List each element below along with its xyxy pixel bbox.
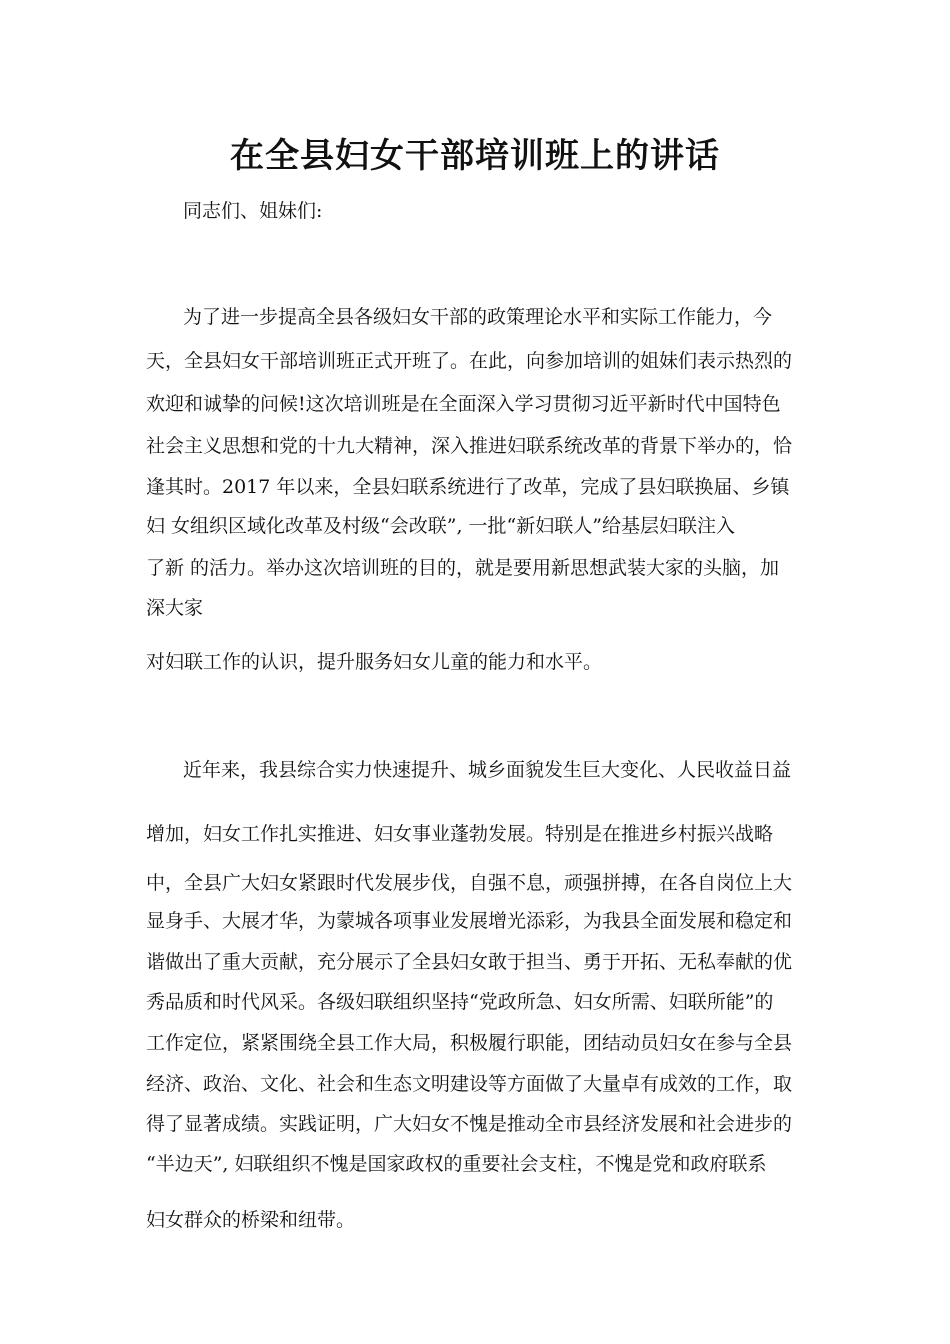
paragraph-1-line-4: 社会主义思想和党的十九大精神，深入推进妇联系统改革的背景下举办的，恰 [146, 435, 793, 457]
paragraph-2-line-8: 经济、政治、文化、社会和生态文明建设等方面做了大量卓有成效的工作，取 [146, 1073, 793, 1095]
paragraph-1-line-1: 为了进一步提高全县各级妇女干部的政策理论水平和实际工作能力，今 [183, 306, 773, 328]
paragraph-1-line-5: 逢其时。2017 年以来，全县妇联系统进行了改革，完成了县妇联换届、乡镇 [146, 476, 790, 498]
paragraph-1-line-8: 深大家 [146, 597, 204, 619]
paragraph-2-line-6: 秀品质和时代风采。各级妇联组织坚持“党政所急、妇女所需、妇联所能”的 [146, 991, 774, 1013]
paragraph-1-line-3: 欢迎和诚挚的问候!这次培训班是在全面深入学习贯彻习近平新时代中国特色 [146, 393, 781, 415]
paragraph-1-line-2: 天，全县妇女干部培训班正式开班了。在此，向参加培训的姐妹们表示热烈的 [146, 350, 793, 372]
paragraph-2-line-7: 工作定位，紧紧围绕全县工作大局，积极履行职能，团结动员妇女在参与全县 [146, 1032, 793, 1054]
paragraph-2-line-4: 显身手、大展才华，为蒙城各项事业发展增光添彩，为我县全面发展和稳定和 [146, 910, 793, 932]
paragraph-2-line-3: 中，全县广大妇女紧跟时代发展步伐，自强不息，顽强拼搏，在各自岗位上大 [146, 872, 793, 894]
document-title: 在全县妇女干部培训班上的讲话 [230, 136, 720, 176]
paragraph-2-line-2: 增加，妇女工作扎实推进、妇女事业蓬勃发展。特别是在推进乡村振兴战略 [146, 823, 774, 845]
salutation: 同志们、姐妹们: [183, 200, 323, 222]
paragraph-2-line-10: “半边天”, 妇联组织不愧是国家政权的重要社会支柱，不愧是党和政府联系 [146, 1153, 767, 1175]
paragraph-2-line-1: 近年来，我县综合实力快速提升、城乡面貌发生巨大变化、人民收益日益 [183, 759, 792, 781]
paragraph-1-line-7: 了新 的活力。举办这次培训班的目的，就是要用新思想武装大家的头脑，加 [146, 557, 780, 579]
paragraph-2-line-5: 谐做出了重大贡献，充分展示了全县妇女敢于担当、勇于开拓、无私奉献的优 [146, 951, 793, 973]
paragraph-2-line-9: 得了显著成绩。实践证明，广大妇女不愧是推动全市县经济发展和社会进步的 [146, 1113, 793, 1135]
paragraph-2-line-11: 妇女群众的桥梁和纽带。 [146, 1209, 356, 1231]
paragraph-1-line-9: 对妇联工作的认识，提升服务妇女儿童的能力和水平。 [146, 651, 603, 673]
paragraph-1-line-6: 妇 女组织区域化改革及村级“会改联”, 一批“新妇联人”给基层妇联注入 [146, 515, 735, 537]
